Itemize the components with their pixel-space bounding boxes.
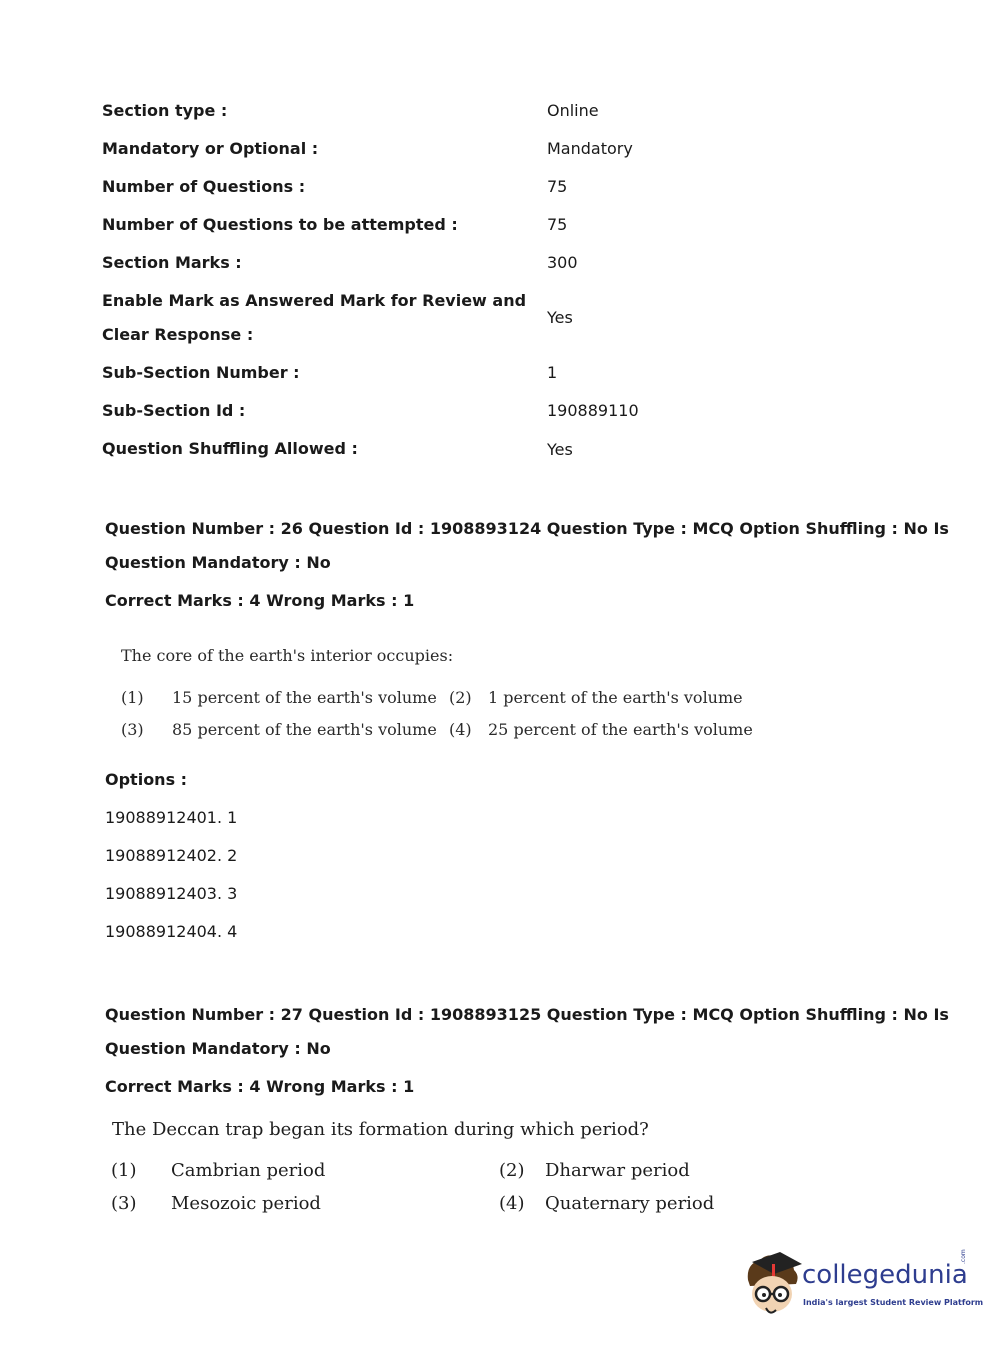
choice-number: (3) [121,720,144,739]
choice-text: 25 percent of the earth's volume [488,720,753,739]
choice-number: (1) [111,1160,137,1181]
collegedunia-logo [742,1249,984,1322]
choice-number: (3) [111,1193,137,1214]
num-attempt-label: Number of Questions to be attempted : [102,215,458,234]
subsection-number-label: Sub-Section Number : [102,363,300,382]
option-id: 19088912402. 2 [105,846,238,865]
logo-name: collegedunia [802,1260,968,1290]
enable-mark-value: Yes [547,308,573,327]
num-questions-value: 75 [547,177,568,196]
question-text: The core of the earth's interior occupies: [121,646,454,665]
question-text: The Deccan trap began its formation during which period? [112,1119,649,1140]
subsection-id-value: 190889110 [547,401,639,420]
enable-mark-label-line1: Enable Mark as Answered Mark for Review and [102,291,527,310]
question-header-line2: Question Mandatory : No [105,1039,331,1058]
mandatory-value: Mandatory [547,139,633,158]
logo-suffix: .com [960,1249,967,1264]
section-type-label: Section type : [102,101,228,120]
option-id: 19088912403. 3 [105,884,238,903]
subsection-id-label: Sub-Section Id : [102,401,246,420]
section-marks-label: Section Marks : [102,253,242,272]
mascot-icon [742,1250,802,1318]
options-label: Options : [105,770,188,789]
option-id: 19088912401. 1 [105,808,238,827]
choice-number: (4) [499,1193,525,1214]
choice-text: Dharwar period [545,1160,690,1181]
choice-text: Cambrian period [171,1160,326,1181]
shuffling-value: Yes [547,440,573,459]
choice-text: Mesozoic period [171,1193,321,1214]
choice-number: (2) [499,1160,525,1181]
choice-text: 15 percent of the earth's volume [172,688,437,707]
logo-tagline: India's largest Student Review Platform [803,1298,984,1307]
section-marks-value: 300 [547,253,578,272]
question-marks: Correct Marks : 4 Wrong Marks : 1 [105,591,415,610]
num-attempt-value: 75 [547,215,568,234]
choice-number: (1) [121,688,144,707]
choice-text: 85 percent of the earth's volume [172,720,437,739]
choice-text: 1 percent of the earth's volume [488,688,743,707]
question-header-line1: Question Number : 26 Question Id : 1908893124 Question Type : MCQ Option Shuffling : No Is [105,519,949,538]
option-id: 19088912404. 4 [105,922,238,941]
choice-text: Quaternary period [545,1193,715,1214]
enable-mark-label-line2: Clear Response : [102,325,254,344]
mandatory-label: Mandatory or Optional : [102,139,319,158]
question-header-line2: Question Mandatory : No [105,553,331,572]
shuffling-label: Question Shuffling Allowed : [102,439,358,458]
num-questions-label: Number of Questions : [102,177,306,196]
subsection-number-value: 1 [547,363,558,382]
section-type-value: Online [547,101,599,120]
question-header-line1: Question Number : 27 Question Id : 1908893125 Question Type : MCQ Option Shuffling : No Is [105,1005,949,1024]
choice-number: (2) [449,688,472,707]
choice-number: (4) [449,720,472,739]
question-marks: Correct Marks : 4 Wrong Marks : 1 [105,1077,415,1096]
